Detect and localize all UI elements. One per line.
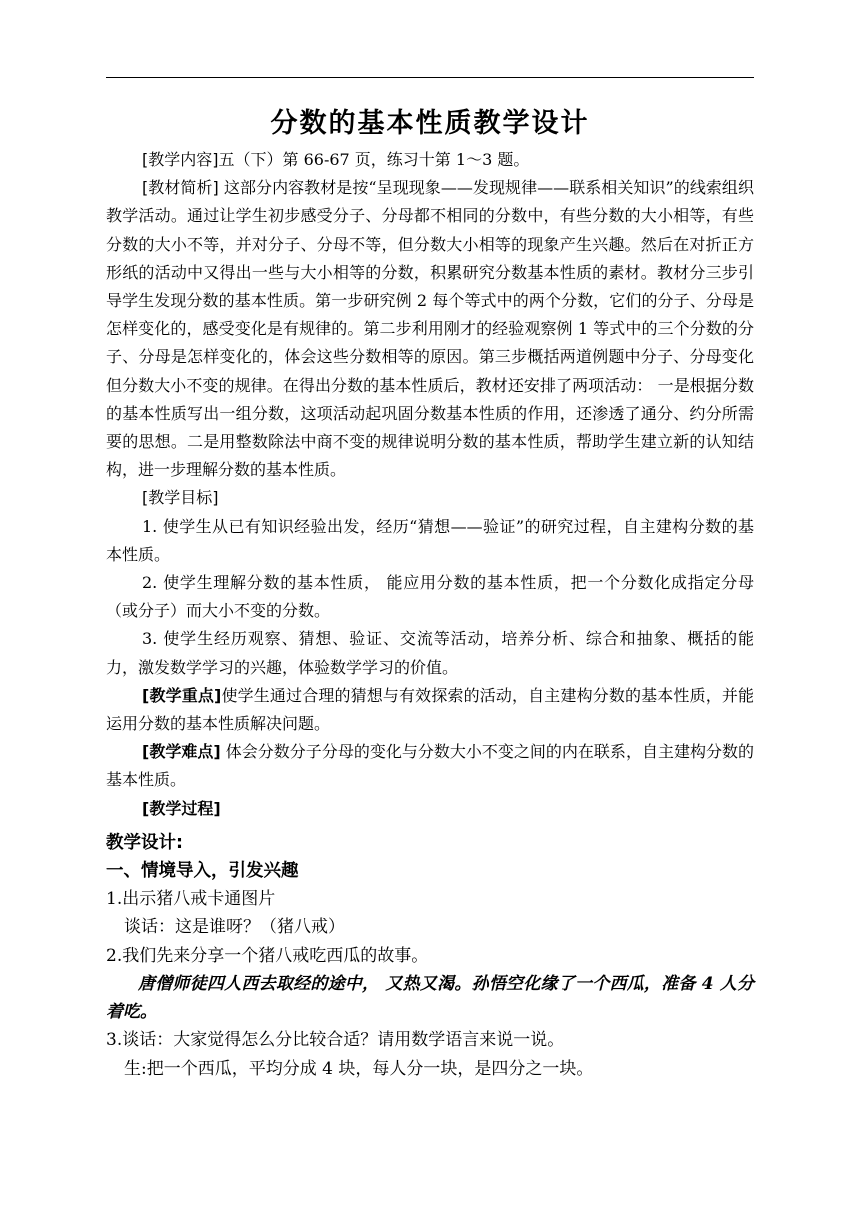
material-analysis-tag: [教材简析] <box>142 178 219 198</box>
teaching-key-point-tag: [教学重点] <box>142 685 222 705</box>
page-title: 分数的基本性质教学设计 <box>270 108 590 139</box>
teaching-key-point-text: 使学生通过合理的猜想与有效探索的活动，自主建构分数的基本性质，并能运用分数的基本性质解决问题。 <box>106 685 754 734</box>
teaching-process-tag: [教学过程] <box>142 798 221 818</box>
goal-item: 1. 使学生从已有知识经验出发，经历“猜想——验证”的研究过程，自主建构分数的基本性质。 <box>106 516 754 564</box>
teaching-content-tag: [教学内容] <box>142 150 219 169</box>
step-item: 3.谈话：大家觉得怎么分比较合适？请用数学语言来说一说。 <box>106 1030 565 1051</box>
section-heading: 一、情境导入，引发兴趣 <box>106 861 299 882</box>
teaching-goals-tag: [教学目标] <box>142 488 219 508</box>
header-rule <box>106 77 754 78</box>
step-item: 1.出示猪八戒卡通图片 <box>106 889 276 910</box>
teaching-content <box>106 146 754 174</box>
teaching-difficulty-tag: [教学难点] <box>142 742 221 762</box>
goal-item: 2. 使学生理解分数的基本性质， 能应用分数的基本性质，把一个分数化成指定分母（或分子）而大小不变的分数。 <box>106 573 754 621</box>
design-heading: 教学设计: <box>106 832 183 853</box>
teaching-content-text: 五（下）第 66-67 页，练习十第 1～3 题。 <box>218 150 530 169</box>
step-item: 2.我们先来分享一个猪八戒吃西瓜的故事。 <box>106 945 429 966</box>
teaching-key-point <box>106 682 754 738</box>
document-body <box>106 146 754 1083</box>
dialogue-line: 谈话：这是谁呀？（猪八戒） <box>124 917 345 938</box>
goal-item: 3. 使学生经历观察、猜想、验证、交流等活动，培养分析、综合和抽象、概括的能力，激发数学学习的兴趣，体验数学学习的价值。 <box>106 629 754 677</box>
teaching-difficulty <box>106 738 754 794</box>
answer-line: 生:把一个西瓜，平均分成 4 块，每人分一块，是四分之一块。 <box>124 1058 594 1079</box>
material-analysis <box>106 174 754 484</box>
story-text: 唐僧师徒四人西去取经的途中， 又热又渴。孙悟空化缘了一个西瓜，准备 4 人分着吃。 <box>106 973 754 1023</box>
teaching-difficulty-text: 体会分数分子分母的变化与分数大小不变之间的内在联系，自主建构分数的基本性质。 <box>106 742 754 790</box>
material-analysis-text: 这部分内容教材是按“呈现现象——发现规律——联系相关知识”的线索组织教学活动。通过让学生初步感受分子、分母都不相同的分数中，有些分数的大小相等，有些分数的大小不等，并对分子、分母不等，但分数大小相等的现象产生兴趣。然后在对折正方形纸的活动中又得出一些与大小相等的分数，积累研究分数基本性质的素材。教材分三步引导学生发现分数的基本性质。第一步研究例 2 每个等式中的两个分数，它们的分子、分母是怎样变化的，感受变化是有规律的。第二步利用刚才的经验观察例 1 等式中的三个分数的分子、分母是怎样变化的，体会这些分数相等的原因。第三步概括两道例题中分子、分母变化但分数大小不变的规律。在得出分数的基本性质后，教材还安排了两项活动： 一是根据分数的基本性质写出一组分数，这项活动起巩固分数基本性质的作用，还渗透了通分、约分所需要的思想。二是用整数除法中商不变的规律说明分数的基本性质，帮助学生建立新的认知结构，进一步理解分数的基本性质。 <box>106 178 754 480</box>
